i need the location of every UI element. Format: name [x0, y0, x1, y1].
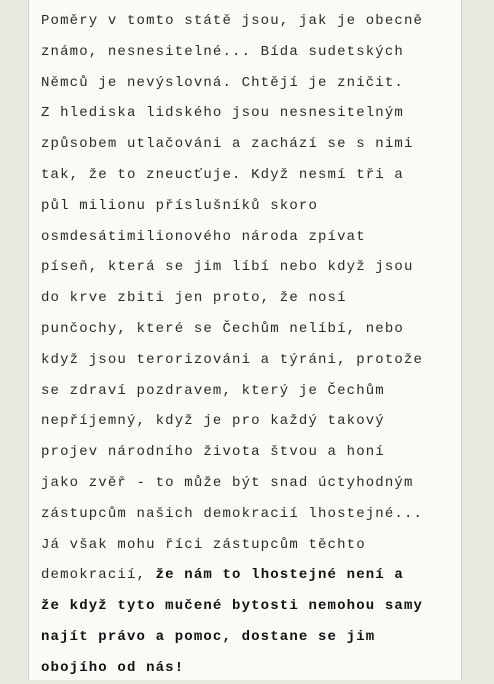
document-page	[28, 0, 462, 680]
line-text: punčochy, které se Čechům nelíbí, nebo	[41, 320, 404, 337]
text-line	[41, 653, 461, 684]
line-bold-text: že když tyto mučené bytosti nemohou samy	[41, 598, 424, 615]
line-text: když jsou terorizováni a týráni, protože	[41, 351, 424, 368]
text-line	[41, 252, 461, 283]
text-line	[41, 560, 461, 591]
text-line	[41, 499, 461, 530]
text-line	[41, 129, 461, 160]
text-line	[41, 591, 461, 622]
line-text: tak, že to zneucťuje. Když nesmí tři a	[41, 166, 404, 183]
text-line	[41, 468, 461, 499]
text-line	[41, 314, 461, 345]
text-line	[41, 98, 461, 129]
line-text: Poměry v tomto státě jsou, jak je obecně	[41, 13, 424, 29]
text-line	[41, 68, 461, 99]
line-text: se zdraví pozdravem, který je Čechům	[41, 382, 385, 399]
line-text: píseň, která se jim líbí nebo když jsou	[41, 259, 414, 276]
line-text: půl milionu příslušníků skoro	[41, 197, 318, 214]
text-line	[41, 160, 461, 191]
text-line	[41, 406, 461, 437]
line-text: osmdesátimilionového národa zpívat	[41, 228, 366, 245]
text-line	[41, 191, 461, 222]
line-text: do krve zbiti jen proto, že nosí	[41, 290, 347, 307]
line-text: Němců je nevýslovná. Chtějí je zničit.	[41, 74, 404, 91]
line-text: známo, nesnesitelné... Bída sudetských	[41, 43, 404, 60]
text-line	[41, 222, 461, 253]
line-bold-text: že nám to lhostejné není a	[155, 567, 404, 584]
line-text: projev národního života štvou a honí	[41, 444, 385, 461]
line-bold-text: najít právo a pomoc, dostane se jim	[41, 628, 376, 645]
text-line	[41, 530, 461, 561]
line-text: Já však mohu říci zástupcům těchto	[41, 536, 366, 553]
line-text: zástupcům našich demokracií lhostejné...	[41, 505, 424, 522]
line-text: Z hlediska lidského jsou nesnesitelným	[41, 105, 404, 122]
line-text: nepříjemný, když je pro každý takový	[41, 413, 385, 430]
line-text: demokracií,	[41, 567, 156, 584]
text-line	[41, 622, 461, 653]
text-line	[41, 437, 461, 468]
text-line	[41, 37, 461, 68]
text-line	[41, 283, 461, 314]
document-text	[41, 6, 461, 684]
text-line	[41, 6, 461, 37]
line-text: jako zvěř - to může být snad úctyhodným	[41, 474, 414, 491]
line-text: způsobem utlačováni a zachází se s nimi	[41, 136, 414, 153]
text-line	[41, 345, 461, 376]
text-line	[41, 376, 461, 407]
line-bold-text: obojího od nás!	[41, 659, 185, 676]
